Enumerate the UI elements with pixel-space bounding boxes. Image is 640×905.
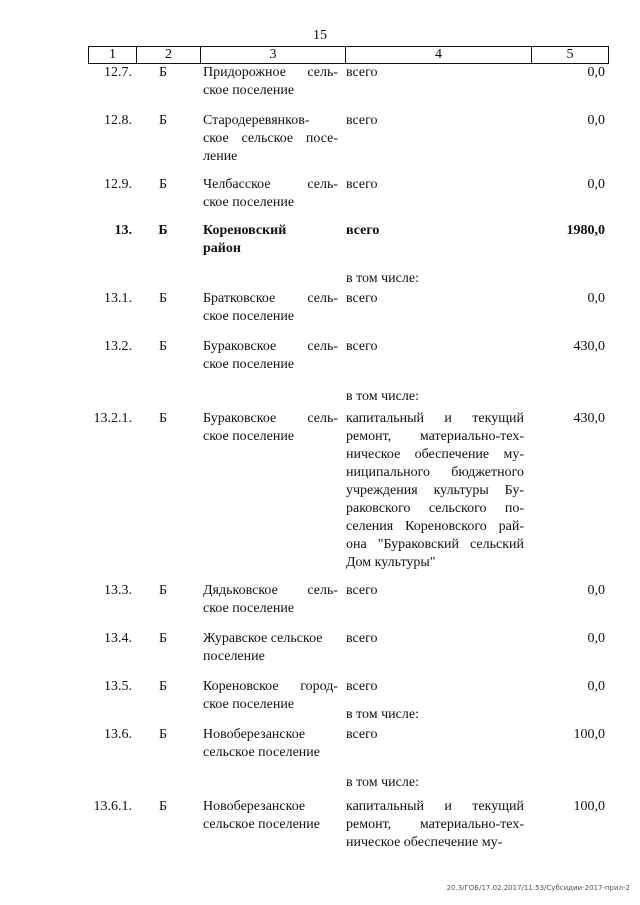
subhead-including: в том числе: (346, 707, 419, 722)
row-description-line: ремонт, материально-тех- (346, 817, 524, 832)
row-number: 13.2. (104, 339, 132, 354)
row-name-line: Журавское сельское (203, 631, 323, 646)
row-name-line: район (203, 241, 241, 256)
row-name-line: Стародеревянков- (203, 113, 310, 128)
row-value: 0,0 (587, 113, 605, 128)
row-description-line: всего (346, 291, 378, 306)
row-value: 0,0 (587, 679, 605, 694)
row-code: Б (158, 727, 168, 742)
row-description-line: ремонт, материально-тех- (346, 429, 524, 444)
row-value: 1980,0 (566, 223, 605, 238)
row-description-line: всего (346, 583, 378, 598)
row-code: Б (158, 113, 168, 128)
row-description-line: ниципального бюджетного (346, 465, 524, 480)
row-name-line: ское поселение (203, 195, 295, 210)
row-code: Б (158, 631, 168, 646)
row-value: 100,0 (573, 727, 605, 742)
row-value: 100,0 (573, 799, 605, 814)
column-header-4: 4 (346, 47, 532, 64)
row-description-line: капитальный и текущий (346, 799, 524, 814)
row-description-line: ническое обеспечение му- (346, 835, 503, 850)
subhead-including: в том числе: (346, 389, 419, 404)
row-number: 13.6.1. (93, 799, 132, 814)
column-header-2: 2 (137, 47, 201, 64)
row-code: Б (158, 177, 168, 192)
row-value: 0,0 (587, 631, 605, 646)
row-description-line: всего (346, 727, 378, 742)
row-description-line: всего (346, 113, 378, 128)
row-name-line: Дядьковское сель- (203, 583, 338, 598)
row-number: 12.7. (104, 65, 132, 80)
row-value: 0,0 (587, 65, 605, 80)
row-number: 13.2.1. (93, 411, 132, 426)
row-name-line: ское поселение (203, 83, 295, 98)
row-name-line: ское сельское посе- (203, 131, 338, 146)
subhead-including: в том числе: (346, 775, 419, 790)
row-description-line: учреждения культуры Бу- (346, 483, 524, 498)
row-name-line: Бураковское сель- (203, 411, 338, 426)
row-name-line: ление (203, 149, 238, 164)
row-description-line: ническое обеспечение му- (346, 447, 524, 462)
row-name-line: сельское поселение (203, 817, 320, 832)
row-value: 430,0 (573, 339, 605, 354)
row-code: Б (158, 679, 168, 694)
row-name-line: Новоберезанское (203, 799, 306, 814)
row-value: 0,0 (587, 291, 605, 306)
row-number: 13.3. (104, 583, 132, 598)
row-description-line: она "Бураковский сельский (346, 537, 524, 552)
column-header-3: 3 (201, 47, 346, 64)
row-code: Б (158, 223, 168, 238)
column-header-table (88, 46, 609, 64)
row-number: 12.9. (104, 177, 132, 192)
row-name-line: ское поселение (203, 601, 295, 616)
row-description-line: всего (346, 339, 378, 354)
row-number: 13.4. (104, 631, 132, 646)
row-name-line: Придорожное сель- (203, 65, 338, 80)
row-code: Б (158, 583, 168, 598)
row-description-line: раковского сельского по- (346, 501, 524, 516)
row-code: Б (158, 65, 168, 80)
row-code: Б (158, 799, 168, 814)
column-header-1: 1 (89, 47, 137, 64)
row-description-line: всего (346, 631, 378, 646)
row-description-line: всего (346, 177, 378, 192)
row-code: Б (158, 411, 168, 426)
row-number: 13. (114, 223, 132, 238)
row-name-line: Челбасское сель- (203, 177, 338, 192)
row-name-line: ское поселение (203, 697, 295, 712)
row-name-line: Бураковское сель- (203, 339, 338, 354)
row-value: 0,0 (587, 177, 605, 192)
row-name-line: сельское поселение (203, 745, 320, 760)
row-number: 12.8. (104, 113, 132, 128)
column-header-5: 5 (532, 47, 609, 64)
row-number: 13.1. (104, 291, 132, 306)
row-description-line: всего (346, 65, 378, 80)
row-value: 430,0 (573, 411, 605, 426)
row-description-line: селения Кореновского рай- (346, 519, 524, 534)
row-description-line: Дом культуры" (346, 555, 436, 570)
row-description-line: капитальный и текущий (346, 411, 524, 426)
row-name-line: Кореновское город- (203, 679, 338, 694)
row-code: Б (158, 339, 168, 354)
row-code: Б (158, 291, 168, 306)
row-name-line: поселение (203, 649, 265, 664)
row-name-line: Новоберезанское (203, 727, 306, 742)
row-name-line: ское поселение (203, 309, 295, 324)
row-description-line: всего (346, 223, 380, 238)
row-description-line: всего (346, 679, 378, 694)
row-number: 13.6. (104, 727, 132, 742)
subhead-including: в том числе: (346, 271, 419, 286)
row-name-line: ское поселение (203, 357, 295, 372)
row-name-line: Братковское сель- (203, 291, 338, 306)
row-name-line: ское поселение (203, 429, 295, 444)
page-number: 15 (313, 28, 327, 43)
row-value: 0,0 (587, 583, 605, 598)
row-number: 13.5. (104, 679, 132, 694)
footer-file-stamp: 20.3/ГОБ/17.02.2017/11:53/Субсидии-2017-прил-2 (446, 884, 630, 892)
row-name-line: Кореновский (203, 223, 287, 238)
